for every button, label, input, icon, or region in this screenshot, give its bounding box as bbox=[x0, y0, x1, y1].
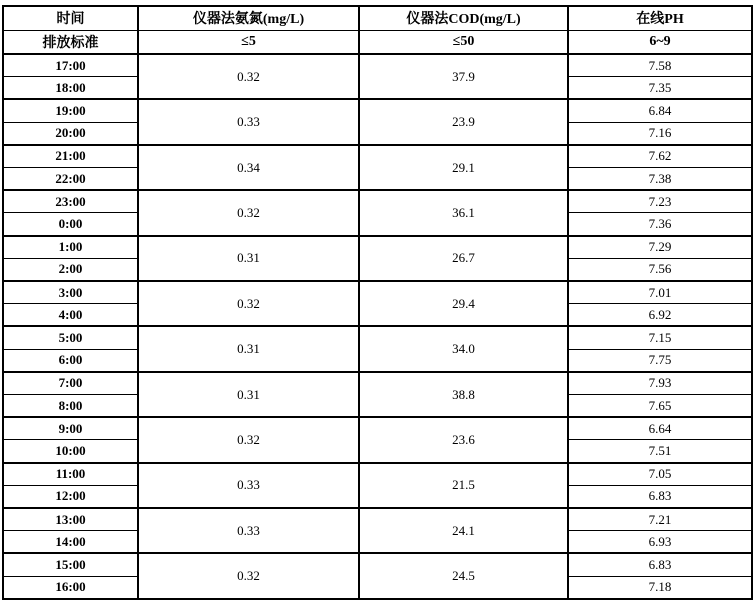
table-row bbox=[3, 281, 752, 304]
col-header-ph: 在线PH bbox=[568, 6, 752, 30]
ph-value-cell: 7.15 bbox=[568, 326, 752, 349]
time-cell: 8:00 bbox=[3, 395, 138, 418]
ph-value-cell: 7.23 bbox=[568, 190, 752, 213]
ph-value-cell: 6.83 bbox=[568, 553, 752, 576]
time-cell: 12:00 bbox=[3, 485, 138, 508]
ph-value-cell: 7.58 bbox=[568, 54, 752, 77]
cod-value-cell: 24.5 bbox=[359, 553, 568, 599]
time-cell: 3:00 bbox=[3, 281, 138, 304]
col-header-ammonia: 仪器法氨氮(mg/L) bbox=[138, 6, 359, 30]
header-row bbox=[3, 6, 752, 30]
cod-value-cell: 29.1 bbox=[359, 145, 568, 190]
time-cell: 9:00 bbox=[3, 417, 138, 440]
ph-value-cell: 7.05 bbox=[568, 463, 752, 486]
standard-ammonia-limit: ≤5 bbox=[138, 30, 359, 54]
table-row bbox=[3, 99, 752, 122]
ph-value-cell: 6.64 bbox=[568, 417, 752, 440]
cod-value-cell: 21.5 bbox=[359, 463, 568, 508]
ph-value-cell: 7.75 bbox=[568, 349, 752, 372]
table-row bbox=[3, 326, 752, 349]
ammonia-value-cell: 0.31 bbox=[138, 236, 359, 281]
cod-value-cell: 38.8 bbox=[359, 372, 568, 417]
table-row bbox=[3, 372, 752, 395]
cod-value-cell: 24.1 bbox=[359, 508, 568, 553]
time-cell: 22:00 bbox=[3, 168, 138, 191]
table-row bbox=[3, 190, 752, 213]
table-row bbox=[3, 236, 752, 259]
time-cell: 18:00 bbox=[3, 77, 138, 100]
ammonia-value-cell: 0.33 bbox=[138, 99, 359, 144]
table-row bbox=[3, 54, 752, 77]
ph-value-cell: 6.84 bbox=[568, 99, 752, 122]
ammonia-value-cell: 0.33 bbox=[138, 463, 359, 508]
time-cell: 20:00 bbox=[3, 122, 138, 145]
time-cell: 13:00 bbox=[3, 508, 138, 531]
table-row bbox=[3, 417, 752, 440]
standard-ph-range: 6~9 bbox=[568, 30, 752, 54]
standard-row bbox=[3, 30, 752, 54]
ammonia-value-cell: 0.33 bbox=[138, 508, 359, 553]
time-cell: 10:00 bbox=[3, 440, 138, 463]
cod-value-cell: 34.0 bbox=[359, 326, 568, 371]
time-cell: 4:00 bbox=[3, 304, 138, 327]
ph-value-cell: 7.36 bbox=[568, 213, 752, 236]
ph-value-cell: 6.92 bbox=[568, 304, 752, 327]
ph-value-cell: 7.18 bbox=[568, 576, 752, 599]
ph-value-cell: 7.35 bbox=[568, 77, 752, 100]
ph-value-cell: 7.01 bbox=[568, 281, 752, 304]
ammonia-value-cell: 0.34 bbox=[138, 145, 359, 190]
cod-value-cell: 23.6 bbox=[359, 417, 568, 462]
cod-value-cell: 26.7 bbox=[359, 236, 568, 281]
standard-cod-limit: ≤50 bbox=[359, 30, 568, 54]
ph-value-cell: 7.93 bbox=[568, 372, 752, 395]
time-cell: 16:00 bbox=[3, 576, 138, 599]
ammonia-value-cell: 0.32 bbox=[138, 553, 359, 599]
cod-value-cell: 37.9 bbox=[359, 54, 568, 99]
col-header-time: 时间 bbox=[3, 6, 138, 30]
ammonia-value-cell: 0.31 bbox=[138, 372, 359, 417]
time-cell: 21:00 bbox=[3, 145, 138, 168]
table-body bbox=[3, 54, 752, 599]
col-header-cod: 仪器法COD(mg/L) bbox=[359, 6, 568, 30]
ammonia-value-cell: 0.32 bbox=[138, 417, 359, 462]
ph-value-cell: 6.83 bbox=[568, 485, 752, 508]
ph-value-cell: 7.51 bbox=[568, 440, 752, 463]
ph-value-cell: 7.56 bbox=[568, 258, 752, 281]
ph-value-cell: 7.29 bbox=[568, 236, 752, 259]
table-row bbox=[3, 145, 752, 168]
ph-value-cell: 7.16 bbox=[568, 122, 752, 145]
ph-value-cell: 7.38 bbox=[568, 168, 752, 191]
time-cell: 11:00 bbox=[3, 463, 138, 486]
table-row bbox=[3, 463, 752, 486]
standard-row-label: 排放标准 bbox=[3, 30, 138, 54]
cod-value-cell: 23.9 bbox=[359, 99, 568, 144]
table-row bbox=[3, 508, 752, 531]
time-cell: 19:00 bbox=[3, 99, 138, 122]
table-row bbox=[3, 553, 752, 576]
time-cell: 6:00 bbox=[3, 349, 138, 372]
ammonia-value-cell: 0.32 bbox=[138, 281, 359, 326]
cod-value-cell: 29.4 bbox=[359, 281, 568, 326]
time-cell: 0:00 bbox=[3, 213, 138, 236]
ph-value-cell: 6.93 bbox=[568, 531, 752, 554]
ph-value-cell: 7.65 bbox=[568, 395, 752, 418]
ammonia-value-cell: 0.31 bbox=[138, 326, 359, 371]
time-cell: 2:00 bbox=[3, 258, 138, 281]
time-cell: 5:00 bbox=[3, 326, 138, 349]
time-cell: 7:00 bbox=[3, 372, 138, 395]
ammonia-value-cell: 0.32 bbox=[138, 54, 359, 99]
water-quality-table bbox=[2, 5, 753, 600]
ammonia-value-cell: 0.32 bbox=[138, 190, 359, 235]
cod-value-cell: 36.1 bbox=[359, 190, 568, 235]
time-cell: 23:00 bbox=[3, 190, 138, 213]
ph-value-cell: 7.21 bbox=[568, 508, 752, 531]
time-cell: 15:00 bbox=[3, 553, 138, 576]
time-cell: 17:00 bbox=[3, 54, 138, 77]
time-cell: 1:00 bbox=[3, 236, 138, 259]
ph-value-cell: 7.62 bbox=[568, 145, 752, 168]
time-cell: 14:00 bbox=[3, 531, 138, 554]
